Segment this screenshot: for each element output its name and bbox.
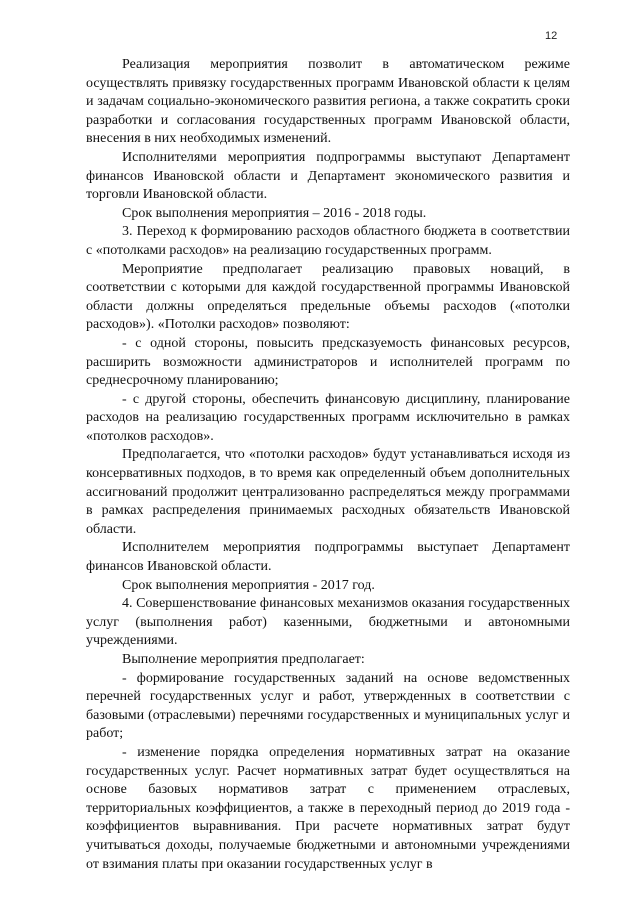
paragraph-item-3-heading: 3. Переход к формированию расходов областного бюджета в соответствии с «потолками расходов» на реализацию государственных программ. (86, 224, 570, 258)
paragraph-bullet-one-side: - с одной стороны, повысить предсказуемость финансовых ресурсов, расширить возможности администраторов и исполнителей программ по среднесрочному планированию; (86, 335, 570, 389)
page-number: 12 (545, 30, 558, 42)
paragraph-legal-innovations: Мероприятие предполагает реализацию правовых новаций, в соответствии с которыми для каждой государственной программы Ивановской области должны определяться предельные объемы расходов («потолки расходов»). «Потолки расходов» позволяют: (86, 261, 570, 333)
paragraph-implementation-intro: Выполнение мероприятия предполагает: (122, 652, 365, 667)
paragraph-bullet-state-tasks: - формирование государственных заданий на основе ведомственных перечней государственных услуг и работ, утвержденных в соответствии с базовыми (отраслевыми) перечнями государственных и муниципальных услуг и работ; (86, 670, 570, 742)
paragraph-automation: Реализация мероприятия позволит в автоматическом режиме осуществлять привязку государственных программ Ивановской области к целям и задачам социально-экономического развития региона, а также сократить сроки разработки и согласования государственных программ Ивановской области, внесения в них необходимых изменений. (86, 57, 570, 147)
document-body (86, 56, 570, 874)
paragraph-term-2: Срок выполнения мероприятия - 2017 год. (122, 577, 375, 593)
paragraph-bullet-normative-costs: - изменение порядка определения нормативных затрат на оказание государственных услуг. Расчет нормативных затрат будет осуществляться на основе базовых нормативов затрат с применением отраслевых, территориальных коэффициентов, а также в переходный период до 2019 года - коэффициентов выравнивания. При расчете нормативных затрат будут учитываться доходы, получаемые бюджетными и автономными учреждениями от взимания платы при оказании государственных услуг в (86, 744, 570, 872)
paragraph-item-4-heading: 4. Совершенствование финансовых механизмов оказания государственных услуг (выполнения работ) казенными, бюджетными и автономными учреждениями. (86, 596, 570, 649)
paragraph-term-1: Срок выполнения мероприятия – 2016 - 2018 годы. (122, 205, 427, 221)
paragraph-bullet-other-side: - с другой стороны, обеспечить финансовую дисциплину, планирование расходов на реализацию государственных программ исключительно в рамках «потолков расходов». (86, 391, 570, 444)
paragraph-executors-1: Исполнителями мероприятия подпрограммы выступают Департамент финансов Ивановской области и Департамент экономического развития и торговли Ивановской области. (86, 149, 570, 203)
paragraph-executor-2: Исполнителем мероприятия подпрограммы выступает Департамент финансов Ивановской области. (86, 540, 570, 575)
paragraph-assumption: Предполагается, что «потолки расходов» будут устанавливаться исходя из консервативных подходов, в то время как определенный объем дополнительных ассигнований продолжит централизованно распределяться между программами в рамках распределения принимаемых расходных обязательств Ивановской области. (86, 447, 570, 537)
